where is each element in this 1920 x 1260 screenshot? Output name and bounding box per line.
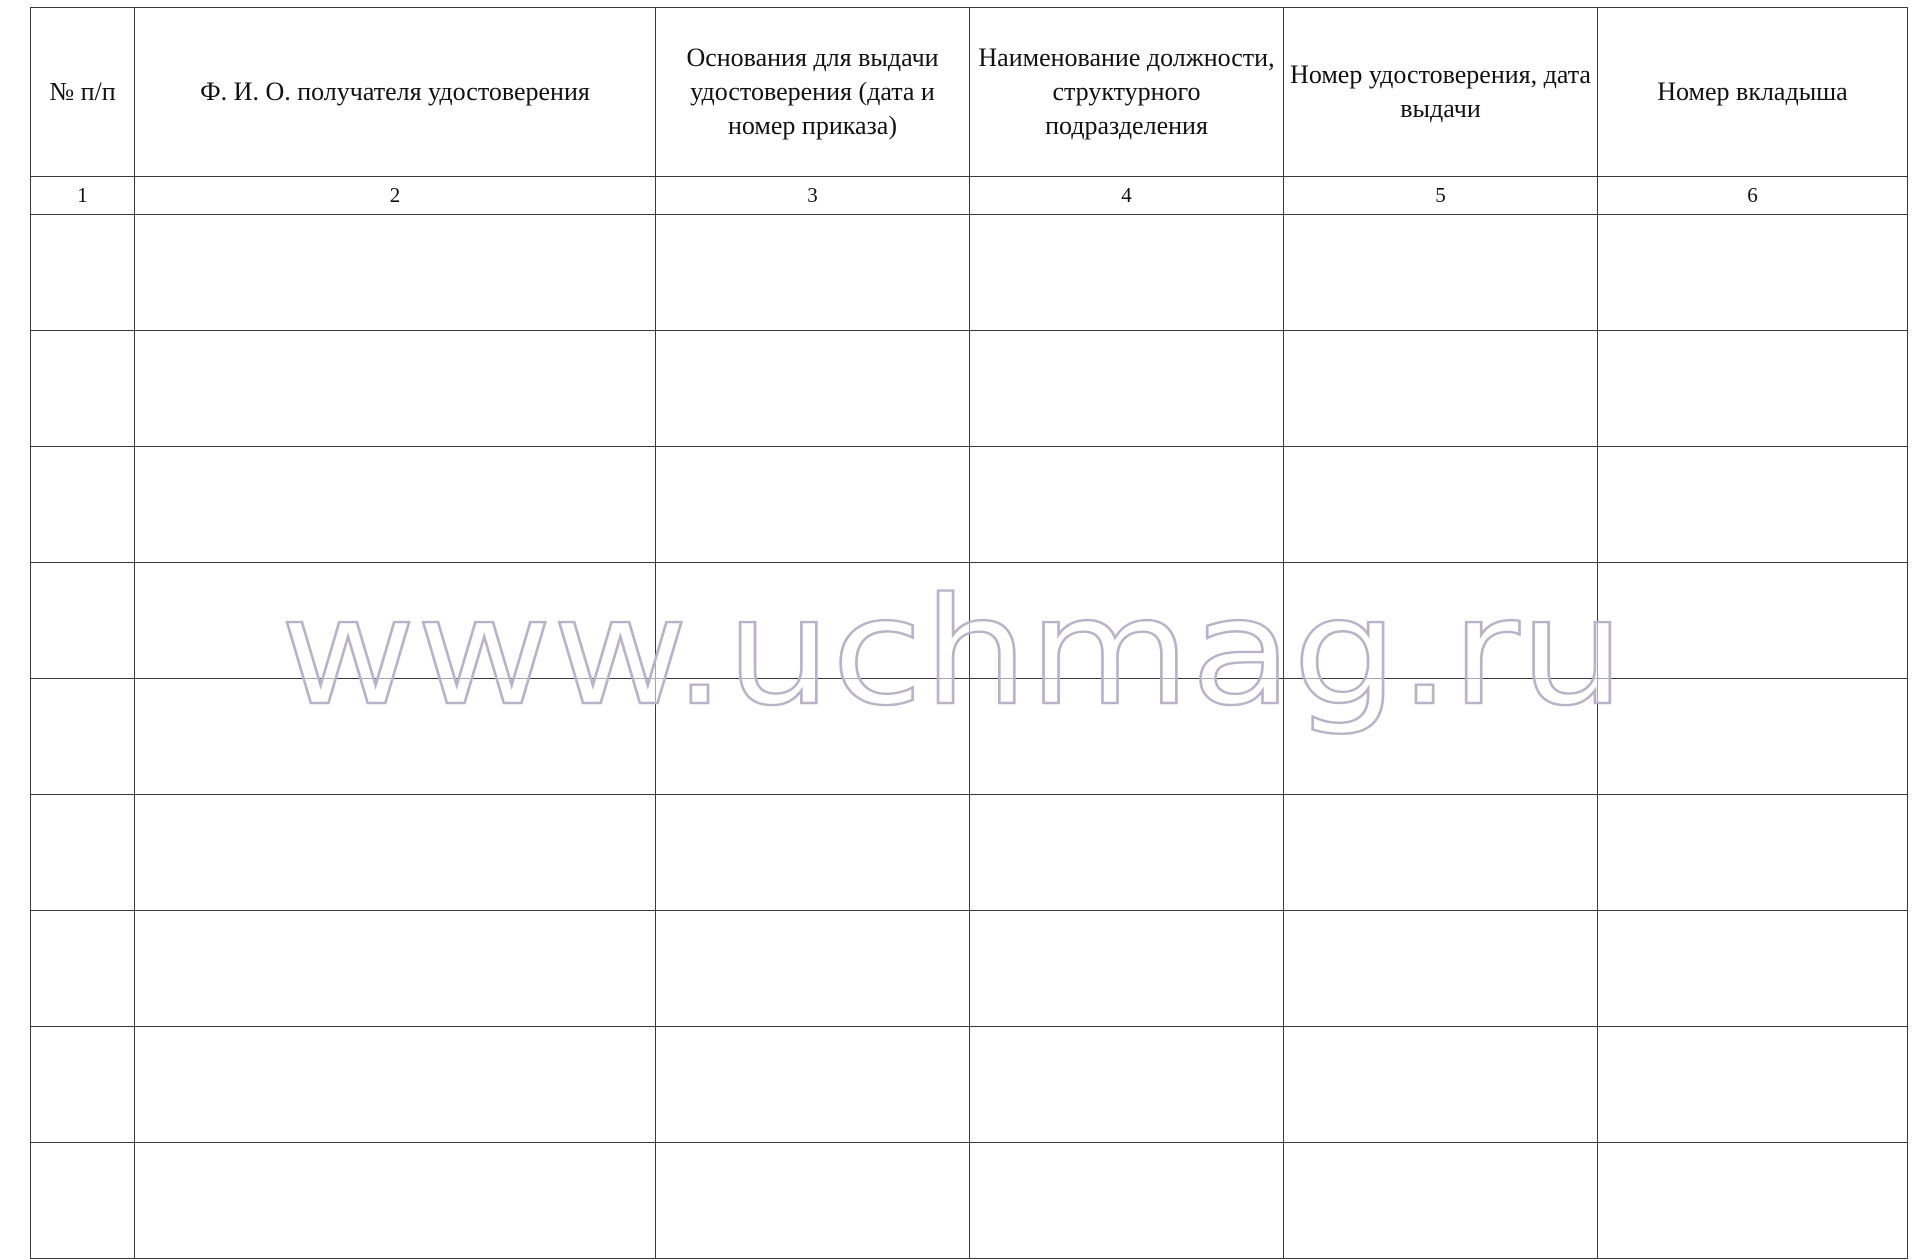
table-cell-empty	[1598, 214, 1908, 330]
table-row	[31, 214, 1908, 330]
header-cell-certificate-number: Номер удостоверения, дата выдачи	[1284, 8, 1598, 177]
table-row	[31, 446, 1908, 562]
table-cell-empty	[135, 910, 656, 1026]
table-row	[31, 1026, 1908, 1142]
table-cell-empty	[970, 794, 1284, 910]
table-cell-empty	[31, 330, 135, 446]
table-cell-empty	[31, 678, 135, 794]
table-cell-empty	[31, 794, 135, 910]
table-row	[31, 1142, 1908, 1258]
table-cell-empty	[970, 214, 1284, 330]
table-cell-empty	[135, 330, 656, 446]
table-cell-empty	[135, 1142, 656, 1258]
certificate-register-table	[30, 7, 1908, 1259]
table-cell-empty	[1598, 330, 1908, 446]
column-number-cell: 4	[970, 177, 1284, 215]
table-cell-empty	[1598, 446, 1908, 562]
table-cell-empty	[970, 562, 1284, 678]
table-cell-empty	[970, 678, 1284, 794]
header-cell-position: Наименование должности, структурного подразделения	[970, 8, 1284, 177]
table-cell-empty	[656, 330, 970, 446]
table-cell-empty	[970, 910, 1284, 1026]
table-cell-empty	[1284, 678, 1598, 794]
table-cell-empty	[31, 910, 135, 1026]
table-cell-empty	[31, 1142, 135, 1258]
table-cell-empty	[656, 794, 970, 910]
table-cell-empty	[135, 214, 656, 330]
table-cell-empty	[970, 1142, 1284, 1258]
table-cell-empty	[656, 562, 970, 678]
header-cell-recipient-name: Ф. И. О. получателя удостоверения	[135, 8, 656, 177]
table-cell-empty	[135, 678, 656, 794]
table-cell-empty	[970, 1026, 1284, 1142]
header-cell-grounds: Основания для выдачи удостоверения (дата и номер приказа)	[656, 8, 970, 177]
table-cell-empty	[1284, 214, 1598, 330]
table-row	[31, 678, 1908, 794]
table-cell-empty	[1598, 678, 1908, 794]
column-number-cell: 6	[1598, 177, 1908, 215]
column-number-row	[31, 177, 1908, 215]
table-cell-empty	[656, 1026, 970, 1142]
table-cell-empty	[1284, 562, 1598, 678]
table-cell-empty	[656, 910, 970, 1026]
table-cell-empty	[1284, 910, 1598, 1026]
table-cell-empty	[31, 1026, 135, 1142]
table-cell-empty	[1598, 1026, 1908, 1142]
table-cell-empty	[1284, 1026, 1598, 1142]
table-row	[31, 330, 1908, 446]
table-cell-empty	[135, 446, 656, 562]
table-cell-empty	[31, 562, 135, 678]
column-number-cell: 5	[1284, 177, 1598, 215]
table-cell-empty	[135, 794, 656, 910]
table-cell-empty	[31, 446, 135, 562]
table-cell-empty	[656, 1142, 970, 1258]
table-cell-empty	[970, 330, 1284, 446]
table-cell-empty	[656, 446, 970, 562]
column-number-cell: 2	[135, 177, 656, 215]
table-cell-empty	[656, 678, 970, 794]
table-cell-empty	[1284, 794, 1598, 910]
table-cell-empty	[31, 214, 135, 330]
table-cell-empty	[1598, 910, 1908, 1026]
table-cell-empty	[1598, 1142, 1908, 1258]
table-cell-empty	[1598, 794, 1908, 910]
table-cell-empty	[135, 562, 656, 678]
table-row	[31, 910, 1908, 1026]
header-cell-number: № п/п	[31, 8, 135, 177]
table-cell-empty	[1284, 1142, 1598, 1258]
table-cell-empty	[1284, 446, 1598, 562]
table-row	[31, 794, 1908, 910]
header-row	[31, 8, 1908, 177]
column-number-cell: 1	[31, 177, 135, 215]
watermark-text: www.uchmag.ru	[280, 568, 1625, 738]
table-cell-empty	[1284, 330, 1598, 446]
header-cell-insert-number: Номер вкладыша	[1598, 8, 1908, 177]
table-cell-empty	[135, 1026, 656, 1142]
table-cell-empty	[656, 214, 970, 330]
table-row	[31, 562, 1908, 678]
table-cell-empty	[970, 446, 1284, 562]
table-cell-empty	[1598, 562, 1908, 678]
column-number-cell: 3	[656, 177, 970, 215]
